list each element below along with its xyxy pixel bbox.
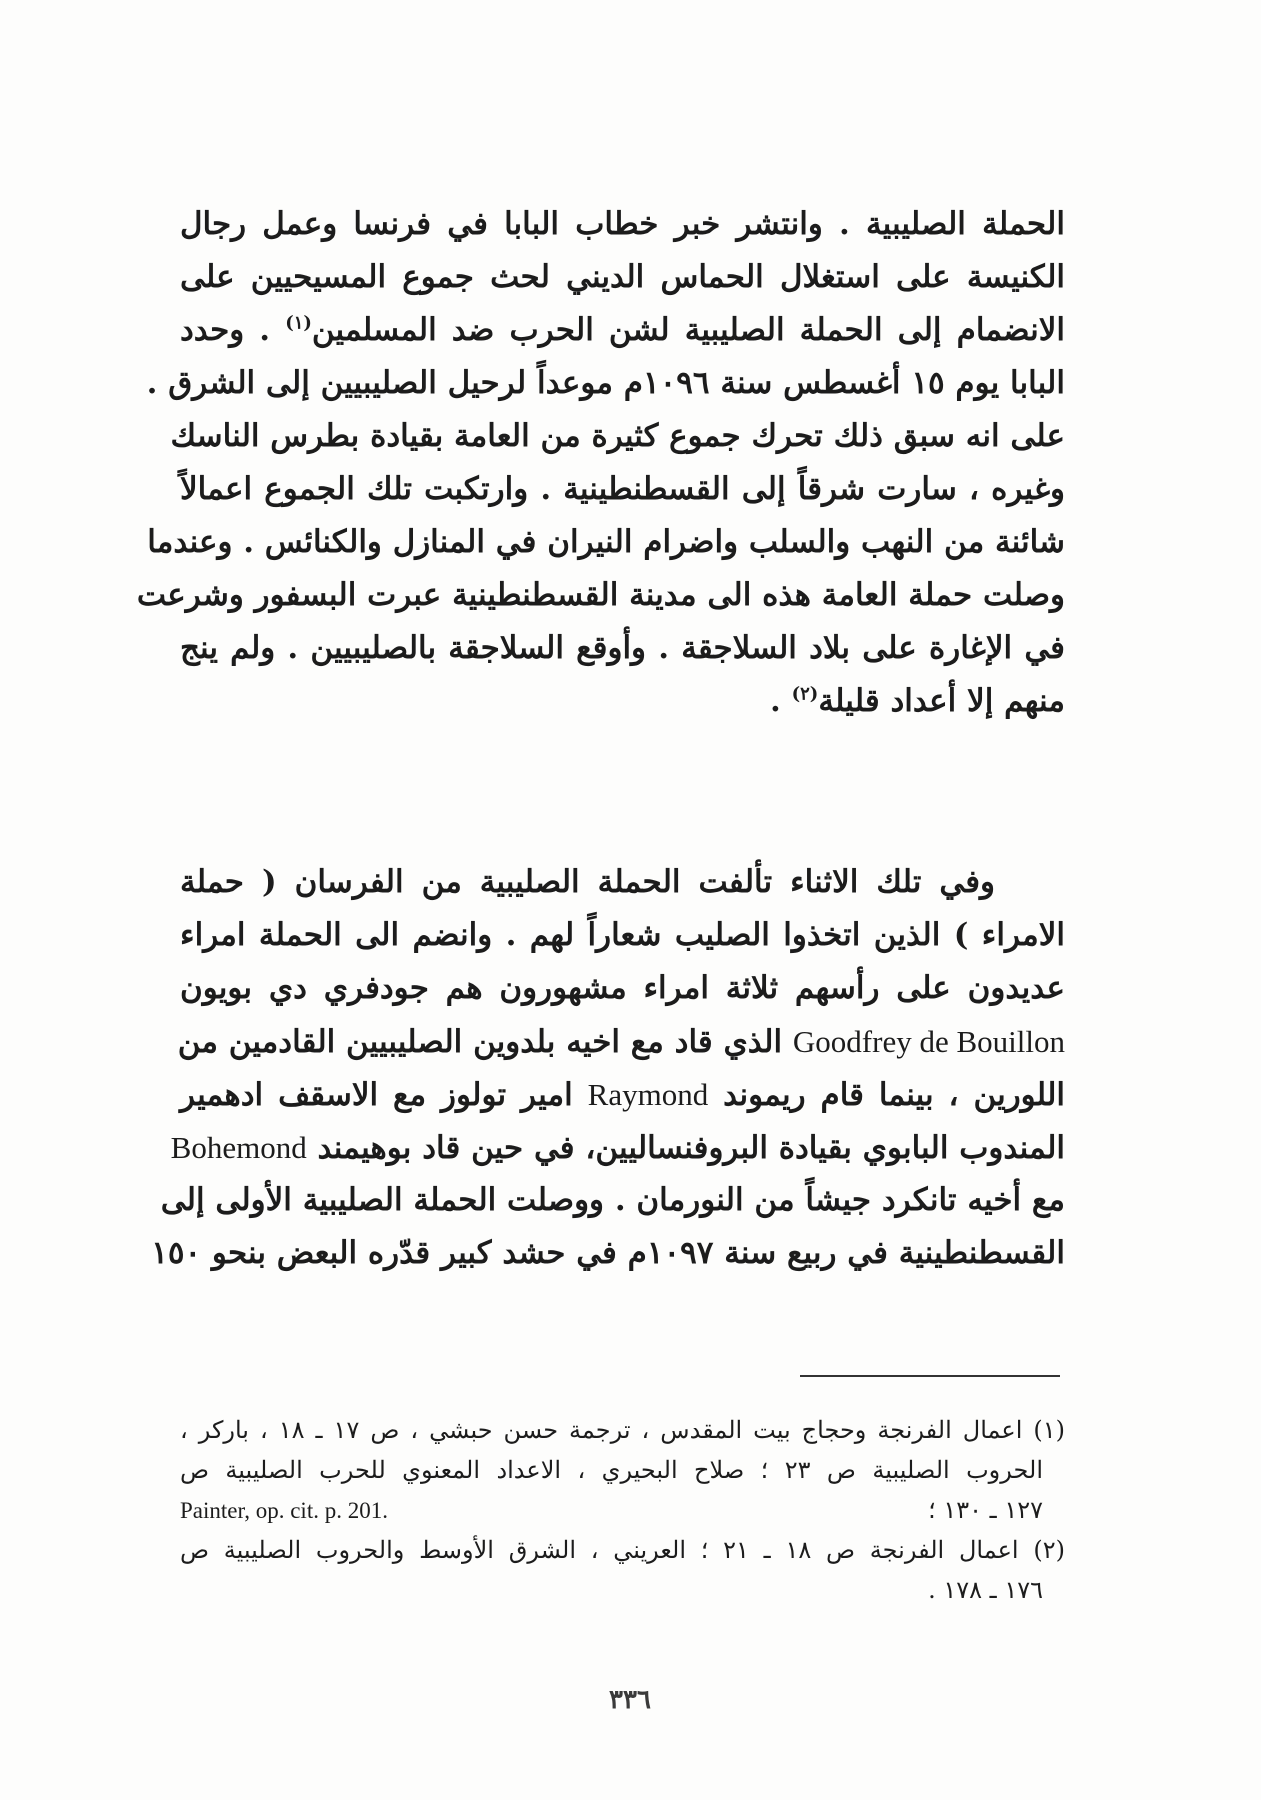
text-segment: الذي قاد مع اخيه بلدوين الصليبيين القادمين من <box>177 1024 783 1060</box>
footnotes <box>180 1410 1065 1610</box>
paragraph-2 <box>151 856 1066 1280</box>
text-segment: المندوب البابوي بقيادة البروفنساليين، في حين قاد بوهيمند <box>317 1130 1065 1166</box>
text-line: وصلت حملة العامة هذه الى مدينة القسطنطينية عبرت البسفور وشرعت <box>136 577 1065 613</box>
text-line <box>170 1121 1065 1174</box>
latin-name: Goodfrey de Bouillon <box>792 1024 1065 1059</box>
footnote-ref: (١) <box>285 312 312 334</box>
text-line: في الإغارة على بلاد السلاجقة . وأوقع السلاجقة بالصليبيين . ولم ينج <box>180 630 1065 666</box>
footnote-segment: ١٢٧ ـ ١٣٠ ؛ <box>928 1496 1043 1524</box>
footnote-divider <box>800 1375 1060 1377</box>
footnote-line: (٢) اعمال الفرنجة ص ١٨ ـ ٢١ ؛ العريني ، الشرق الأوسط والحروب الصليبية ص <box>180 1536 1065 1564</box>
text-line: الحملة الصليبية . وانتشر خبر خطاب البابا في فرنسا وعمل رجال <box>180 206 1065 242</box>
text-line <box>177 1015 1065 1068</box>
text-line: على انه سبق ذلك تحرك جموع كثيرة من العامة بقيادة بطرس الناسك <box>170 418 1065 454</box>
page-number: ٣٣٦ <box>609 1685 651 1715</box>
text-line: القسطنطينية في ربيع سنة ١٠٩٧م في حشد كبير قدّره البعض بنحو ١٥٠ <box>151 1235 1065 1271</box>
footnote-line <box>180 1490 1065 1530</box>
text-line: البابا يوم ١٥ أغسطس سنة ١٠٩٦م موعداً لرحيل الصليبيين إلى الشرق . <box>146 365 1065 401</box>
text-segment: منهم إلا أعداد قليلة <box>818 683 1065 719</box>
text-line: وغيره ، سارت شرقاً إلى القسطنطينية . وارتكبت تلك الجموع اعمالاً <box>180 471 1065 507</box>
text-line: عديدون على رأسهم ثلاثة امراء مشهورون هم جودفري دي بويون <box>180 970 1065 1006</box>
text-line: الكنيسة على استغلال الحماس الديني لحث جموع المسيحيين على <box>180 259 1065 295</box>
footnote-latin-citation: Painter, op. cit. p. 201. <box>180 1498 388 1523</box>
text-segment: امير تولوز مع الاسقف ادهمير <box>180 1077 573 1113</box>
footnote-line: (١) اعمال الفرنجة وحجاج بيت المقدس ، ترجمة حسن حبشي ، ص ١٧ ـ ١٨ ، باركر ، <box>180 1416 1066 1444</box>
text-segment: الانضمام إلى الحملة الصليبية لشن الحرب ضد المسلمين <box>311 312 1065 348</box>
text-line: وفي تلك الاثناء تألفت الحملة الصليبية من الفرسان ( حملة <box>180 864 995 900</box>
latin-name: Bohemond <box>170 1130 307 1165</box>
text-segment: . وحدد <box>180 312 271 348</box>
text-line: مع أخيه تانكرد جيشاً من النورمان . ووصلت الحملة الصليبية الأولى إلى <box>160 1182 1065 1218</box>
text-line: شائنة من النهب والسلب واضرام النيران في المنازل والكنائس . وعندما <box>147 524 1065 560</box>
text-line <box>180 304 1065 357</box>
text-line <box>180 675 1065 728</box>
footnote-line: الحروب الصليبية ص ٢٣ ؛ صلاح البحيري ، الاعداد المعنوي للحرب الصليبية ص <box>180 1456 1043 1484</box>
footnote-ref: (٢) <box>791 683 819 705</box>
text-segment: . <box>770 683 792 719</box>
text-line <box>180 1068 1065 1121</box>
footnote-line: ١٧٦ ـ ١٧٨ . <box>928 1576 1043 1604</box>
paragraph-1 <box>136 198 1065 728</box>
text-segment: اللورين ، بينما قام ريموند <box>723 1077 1066 1113</box>
latin-name: Raymond <box>587 1077 709 1112</box>
text-line: الامراء ) الذين اتخذوا الصليب شعاراً لهم . وانضم الى الحملة امراء <box>180 917 1065 953</box>
